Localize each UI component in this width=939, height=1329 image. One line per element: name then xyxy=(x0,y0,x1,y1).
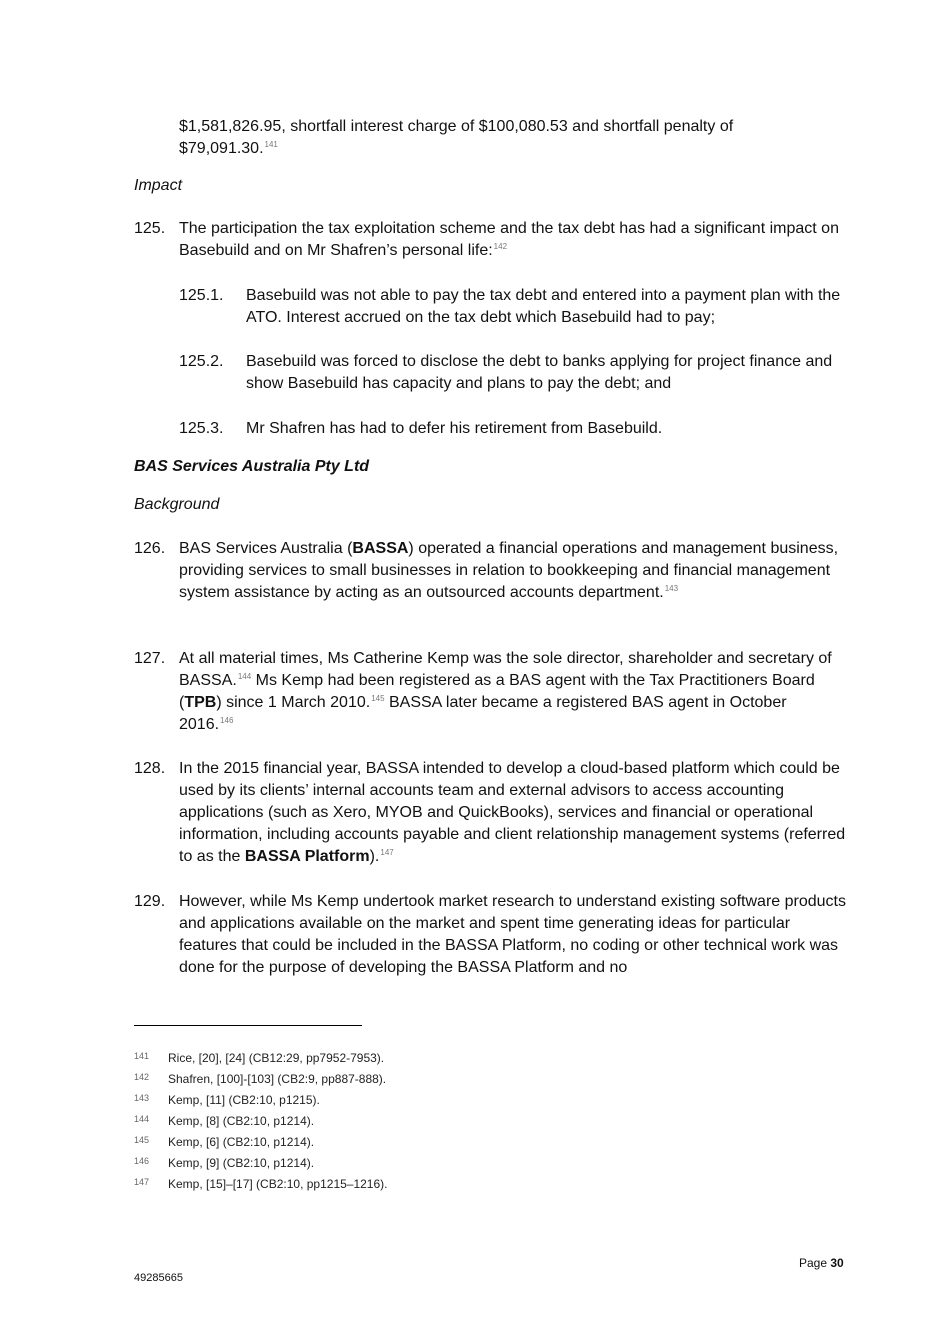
footnote-number: 145 xyxy=(134,1135,150,1145)
paragraph-text: However, while Ms Kemp undertook market research to understand existing software products and applications available on the market and spent time generating ideas for particular features that could be included in the BASSA Platform, no coding or other technical work was done for the purpose of developing the BASSA Platform and no xyxy=(179,893,846,976)
footnote-ref[interactable]: 143 xyxy=(664,584,679,593)
paragraph-body xyxy=(179,648,839,736)
defined-term: BASSA xyxy=(352,540,409,557)
paragraph-text: Ms Kemp had been registered as a BAS agent with the Tax Practitioners Board ( xyxy=(179,672,815,711)
subparagraph-text: Basebuild was not able to pay the tax debt and entered into a payment plan with the ATO. Interest accrued on the tax debt which Basebuild had to pay; xyxy=(246,287,841,326)
footnote-separator xyxy=(134,1025,362,1026)
footnote-text: Kemp, [11] (CB2:10, p1215). xyxy=(168,1093,320,1107)
footnote-text: Kemp, [15]–[17] (CB2:10, pp1215–1216). xyxy=(168,1177,388,1191)
paragraph-text: The participation the tax exploitation scheme and the tax debt has had a significant impact on Basebuild and on Mr Shafren’s personal life: xyxy=(179,220,839,259)
paragraph-text: BASSA later became a registered BAS agent in October 2016. xyxy=(179,694,787,733)
footnote-text: Shafren, [100]-[103] (CB2:9, pp887-888). xyxy=(168,1072,387,1086)
paragraph-text: $1,581,826.95, shortfall interest charge of $100,080.53 and shortfall penalty of $79,091.30. xyxy=(179,118,734,157)
paragraph-body xyxy=(179,758,851,868)
paragraph-text: At all material times, Ms Catherine Kemp was the sole director, shareholder and secretary of BASSA. xyxy=(179,650,832,689)
footnote-text: Rice, [20], [24] (CB12:29, pp7952-7953). xyxy=(168,1051,385,1065)
footnote-ref[interactable]: 145 xyxy=(371,694,385,703)
footnote-number: 143 xyxy=(134,1093,150,1103)
heading-background: Background xyxy=(134,496,220,513)
footnote-number: 141 xyxy=(134,1051,150,1061)
paragraph-text: ) since 1 March 2010. xyxy=(216,694,371,711)
paragraph-body xyxy=(179,218,839,262)
page-number-value: 30 xyxy=(830,1256,844,1270)
paragraph-number: 129. xyxy=(134,893,166,910)
document-id: 49285665 xyxy=(134,1272,183,1284)
paragraph-text: ) operated a financial operations and management business, providing services to small businesses in relation to bookkeeping and financial management system assistance by acting as an outsourced accounts department. xyxy=(179,540,839,601)
heading-company: BAS Services Australia Pty Ltd xyxy=(134,458,370,475)
footnote-text: Kemp, [6] (CB2:10, p1214). xyxy=(168,1135,315,1149)
footnote-ref[interactable]: 144 xyxy=(237,672,252,681)
subparagraph-number: 125.2. xyxy=(179,353,224,370)
heading-impact: Impact xyxy=(134,177,183,194)
subparagraph-number: 125.1. xyxy=(179,287,224,304)
footnote-ref[interactable]: 142 xyxy=(493,242,508,251)
footnote-text: Kemp, [8] (CB2:10, p1214). xyxy=(168,1114,315,1128)
page-label: Page xyxy=(799,1256,831,1270)
subparagraph-text: Mr Shafren has had to defer his retirement from Basebuild. xyxy=(246,420,663,437)
paragraph-text: ). xyxy=(369,848,380,865)
footnote-number: 142 xyxy=(134,1072,150,1082)
defined-term: TPB xyxy=(184,694,217,711)
continued-paragraph xyxy=(179,116,819,160)
footnote-text: Kemp, [9] (CB2:10, p1214). xyxy=(168,1156,315,1170)
footnote-number: 144 xyxy=(134,1114,150,1124)
footnote-ref[interactable]: 147 xyxy=(380,848,394,857)
paragraph-text: BAS Services Australia ( xyxy=(179,540,353,557)
paragraph-number: 127. xyxy=(134,650,166,667)
paragraph-number: 128. xyxy=(134,760,166,777)
subparagraph-number: 125.3. xyxy=(179,420,224,437)
footnote-number: 146 xyxy=(134,1156,150,1166)
footnote-ref[interactable]: 141 xyxy=(264,140,278,149)
footnote-ref[interactable]: 146 xyxy=(220,716,234,725)
paragraph-text: In the 2015 financial year, BASSA intended to develop a cloud-based platform which could be used by its clients’ internal accounts team and external advisors to access accounting applications (such as Xero, MYOB and QuickBooks), services and financial or operational information, including accounts payable and client relationship management systems (referred to as the xyxy=(179,760,846,865)
page-number xyxy=(799,1256,844,1270)
paragraph-body xyxy=(179,538,839,604)
defined-term: BASSA Platform xyxy=(244,848,370,865)
paragraph-number: 125. xyxy=(134,220,166,237)
subparagraph-text: Basebuild was forced to disclose the debt to banks applying for project finance and show Basebuild has capacity and plans to pay the debt; and xyxy=(246,353,833,392)
paragraph-number: 126. xyxy=(134,540,166,557)
footnote-number: 147 xyxy=(134,1177,150,1187)
